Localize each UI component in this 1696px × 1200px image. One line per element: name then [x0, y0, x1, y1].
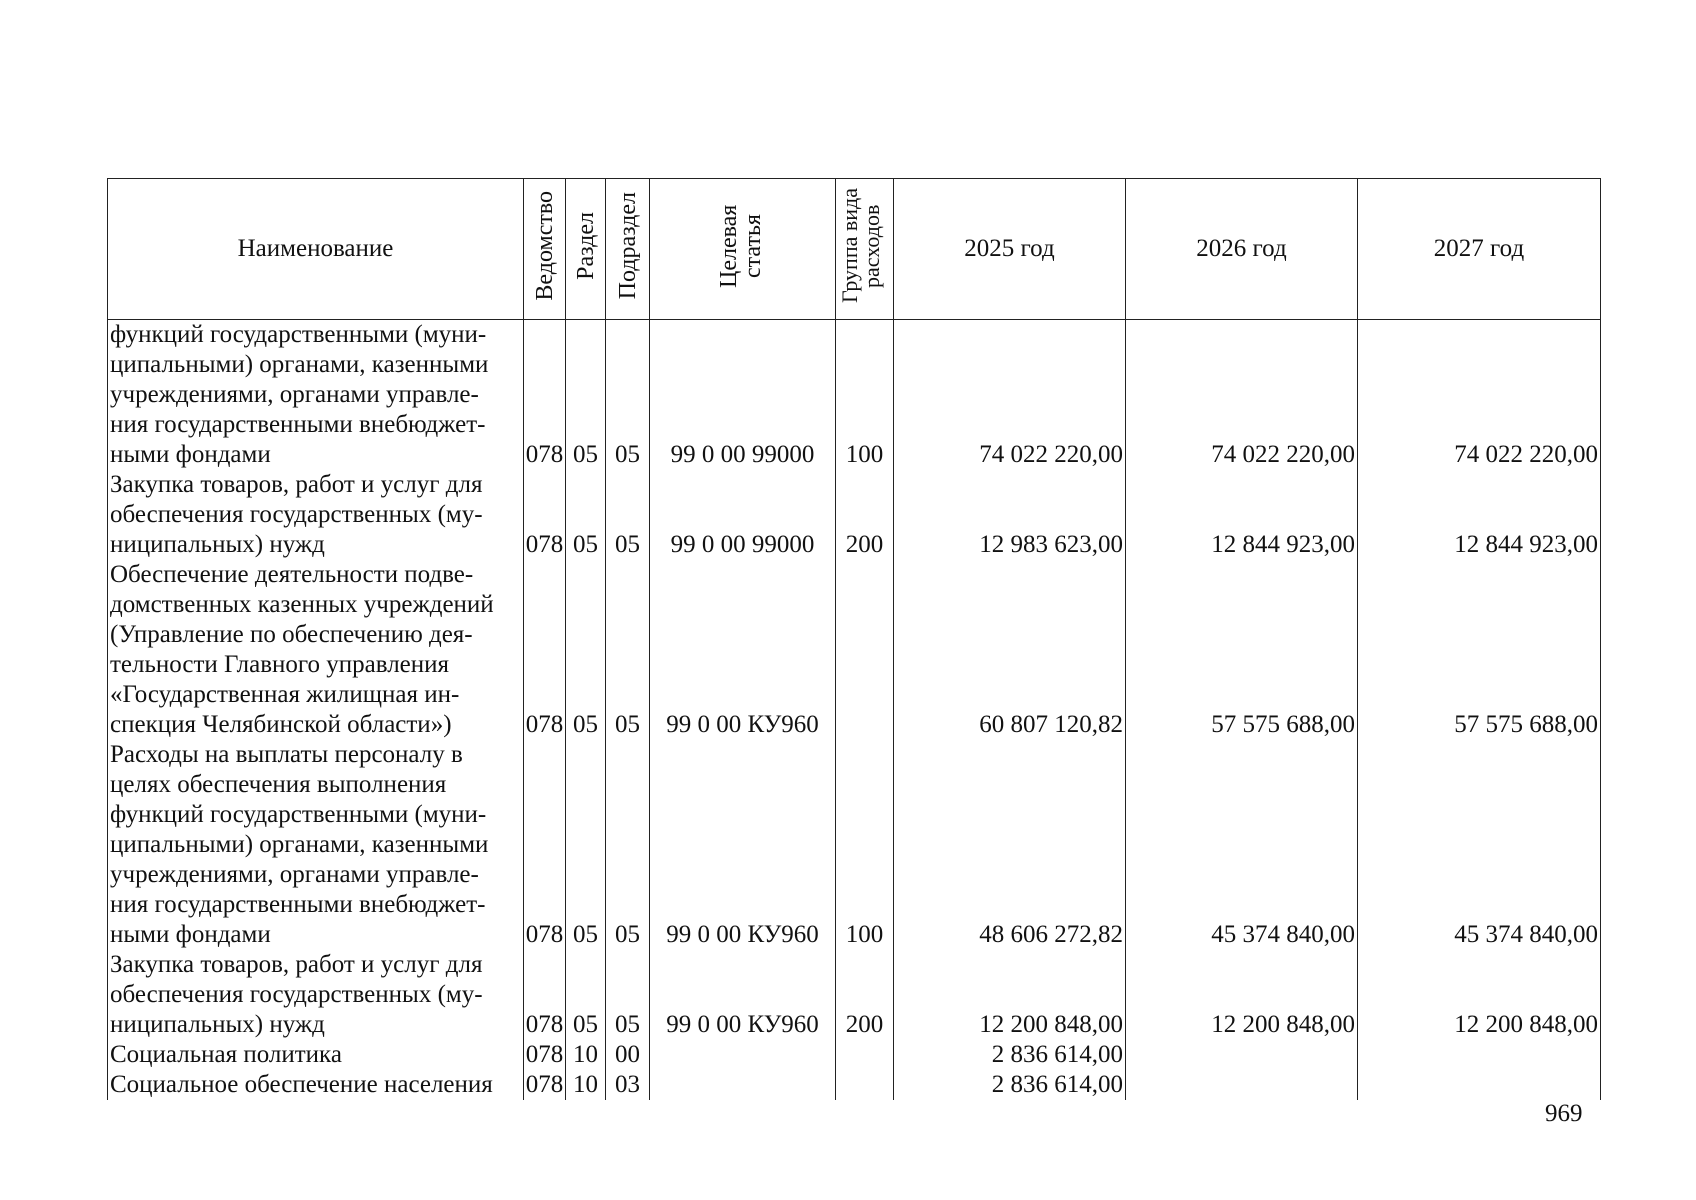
row-razdel: 05: [566, 950, 606, 1040]
row-razdel: 10: [566, 1040, 606, 1070]
header-celevaya-statya: Целевая статья: [650, 179, 836, 320]
row-2027: [1358, 1040, 1601, 1070]
row-2026: [1126, 1070, 1358, 1100]
row-2026: 74 022 220,00: [1126, 320, 1358, 471]
row-2027: 45 374 840,00: [1358, 740, 1601, 950]
row-gruppa: 100: [836, 740, 894, 950]
header-podrazdel: Подраздел: [606, 179, 650, 320]
row-razdel: 05: [566, 560, 606, 740]
row-2027: 12 844 923,00: [1358, 470, 1601, 560]
header-2027: 2027 год: [1358, 179, 1601, 320]
header-2025: 2025 год: [894, 179, 1126, 320]
row-2026: 12 200 848,00: [1126, 950, 1358, 1040]
row-2025: 48 606 272,82: [894, 740, 1126, 950]
table-row: [108, 560, 1601, 740]
header-razdel: Раздел: [566, 179, 606, 320]
table-row: [108, 1070, 1601, 1100]
row-name: Расходы на выплаты персоналу в целях обеспечения выполнения функций государственными (муни- ципальными) органами, казенными учреждениями, органами управле- ния государственными внебюджет- ными фондами: [108, 740, 524, 950]
row-2027: 57 575 688,00: [1358, 560, 1601, 740]
header-name: Наименование: [108, 179, 524, 320]
row-vedomstvo: 078: [524, 560, 566, 740]
table-row: [108, 320, 1601, 471]
table-header: [108, 179, 1601, 320]
row-2025: 12 983 623,00: [894, 470, 1126, 560]
row-gruppa: 200: [836, 470, 894, 560]
row-celevaya: [650, 1040, 836, 1070]
row-gruppa: 200: [836, 950, 894, 1040]
row-2027: 12 200 848,00: [1358, 950, 1601, 1040]
row-podrazdel: 00: [606, 1040, 650, 1070]
table-row: [108, 1040, 1601, 1070]
row-name: Социальное обеспечение населения: [108, 1070, 524, 1100]
row-razdel: 05: [566, 470, 606, 560]
row-vedomstvo: 078: [524, 950, 566, 1040]
table-row: [108, 950, 1601, 1040]
row-podrazdel: 03: [606, 1070, 650, 1100]
row-podrazdel: 05: [606, 320, 650, 471]
header-gruppa-vida-rashodov: Группа вида расходов: [836, 179, 894, 320]
row-vedomstvo: 078: [524, 740, 566, 950]
row-name: функций государственными (муни- ципальными) органами, казенными учреждениями, органами управле- ния государственными внебюджет- ными фондами: [108, 320, 524, 471]
row-razdel: 05: [566, 320, 606, 471]
row-gruppa: [836, 1040, 894, 1070]
budget-table: [107, 178, 1601, 1100]
row-name: Обеспечение деятельности подве- домственных казенных учреждений (Управление по обеспечению дея- тельности Главного управления «Государственная жилищная ин- спекция Челябинской области»): [108, 560, 524, 740]
row-celevaya: 99 0 00 КУ960: [650, 560, 836, 740]
row-2025: 60 807 120,82: [894, 560, 1126, 740]
row-2026: 45 374 840,00: [1126, 740, 1358, 950]
row-2026: 57 575 688,00: [1126, 560, 1358, 740]
row-2026: [1126, 1040, 1358, 1070]
row-vedomstvo: 078: [524, 1070, 566, 1100]
row-2026: 12 844 923,00: [1126, 470, 1358, 560]
row-name: Закупка товаров, работ и услуг для обеспечения государственных (му- ниципальных) нужд: [108, 950, 524, 1040]
row-gruppa: [836, 1070, 894, 1100]
page-number: 969: [1545, 1100, 1583, 1127]
row-podrazdel: 05: [606, 950, 650, 1040]
row-podrazdel: 05: [606, 560, 650, 740]
header-2026: 2026 год: [1126, 179, 1358, 320]
row-2027: 74 022 220,00: [1358, 320, 1601, 471]
row-celevaya: [650, 1070, 836, 1100]
row-vedomstvo: 078: [524, 320, 566, 471]
row-2025: 2 836 614,00: [894, 1040, 1126, 1070]
row-razdel: 05: [566, 740, 606, 950]
row-gruppa: [836, 560, 894, 740]
row-name: Социальная политика: [108, 1040, 524, 1070]
table-row: [108, 470, 1601, 560]
row-vedomstvo: 078: [524, 1040, 566, 1070]
row-2027: [1358, 1070, 1601, 1100]
row-celevaya: 99 0 00 КУ960: [650, 740, 836, 950]
row-name: Закупка товаров, работ и услуг для обеспечения государственных (му- ниципальных) нужд: [108, 470, 524, 560]
row-2025: 12 200 848,00: [894, 950, 1126, 1040]
row-2025: 2 836 614,00: [894, 1070, 1126, 1100]
row-celevaya: 99 0 00 99000: [650, 470, 836, 560]
header-vedomstvo: Ведомство: [524, 179, 566, 320]
row-razdel: 10: [566, 1070, 606, 1100]
row-vedomstvo: 078: [524, 470, 566, 560]
row-gruppa: 100: [836, 320, 894, 471]
row-podrazdel: 05: [606, 470, 650, 560]
row-2025: 74 022 220,00: [894, 320, 1126, 471]
row-celevaya: 99 0 00 99000: [650, 320, 836, 471]
table-body: [108, 320, 1601, 1101]
row-celevaya: 99 0 00 КУ960: [650, 950, 836, 1040]
row-podrazdel: 05: [606, 740, 650, 950]
table-row: [108, 740, 1601, 950]
